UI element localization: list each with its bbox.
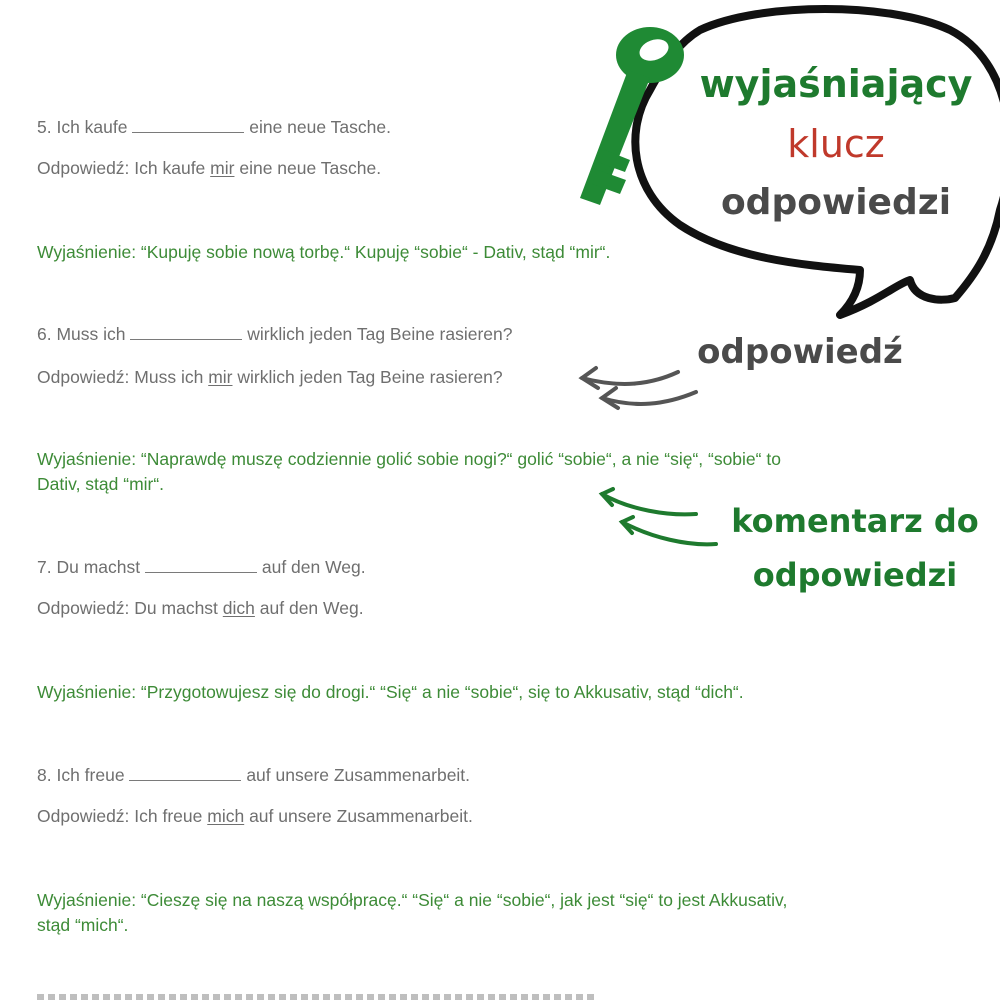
answer-word: mich: [207, 806, 245, 826]
explanation-5: Wyjaśnienie: “Kupuję sobie nową torbę.“ Kupuję “sobie“ - Dativ, stąd “mir“.: [37, 242, 611, 262]
answer-text: wirklich jeden Tag Beine rasieren?: [237, 367, 503, 387]
answer-label: Odpowiedź: Ich freue: [37, 806, 203, 826]
callout-comment-line1: komentarz do: [731, 502, 979, 540]
explanation-8-line2: stąd “mich“.: [37, 915, 129, 935]
answer-label: Odpowiedź: Muss ich: [37, 367, 204, 387]
curved-arrow-icon: [602, 489, 716, 544]
question-text: 7. Du machst: [37, 557, 141, 577]
answer-text: auf den Weg.: [259, 598, 364, 618]
answer-text: eine neue Tasche.: [239, 158, 382, 178]
question-text: 5. Ich kaufe: [37, 117, 128, 137]
explanation-8-line1: Wyjaśnienie: “Cieszę się na naszą współpracę.“ “Się“ a nie “sobie“, jak jest “się“ to jest Akkusativ,: [37, 890, 788, 910]
question-text: eine neue Tasche.: [249, 117, 391, 137]
explanation-6-line2: Dativ, stąd “mir“.: [37, 474, 165, 494]
callout-answer: odpowiedź: [697, 332, 903, 372]
question-text: wirklich jeden Tag Beine rasieren?: [247, 324, 513, 344]
answer-word: dich: [222, 598, 255, 618]
callout-comment-line2: odpowiedzi: [752, 556, 958, 594]
answer-text: auf unsere Zusammenarbeit.: [249, 806, 473, 826]
answer-label: Odpowiedź: Du machst: [37, 598, 218, 618]
curved-arrow-icon: [582, 368, 696, 408]
answer-word: mir: [210, 158, 235, 178]
bubble-title-line1: wyjaśniający: [699, 62, 973, 106]
answer-label: Odpowiedź: Ich kaufe: [37, 158, 206, 178]
bubble-title-line3: odpowiedzi: [720, 182, 952, 223]
explanation-7: Wyjaśnienie: “Przygotowujesz się do drogi.“ “Się“ a nie “sobie“, się to Akkusativ, stąd “dich“.: [37, 682, 744, 702]
explanation-6-line1: Wyjaśnienie: “Naprawdę muszę codziennie golić sobie nogi?“ golić “sobie“, a nie “się“, “sobie“ to: [37, 449, 781, 469]
bubble-title-line2: klucz: [787, 122, 885, 166]
answer-word: mir: [208, 367, 233, 387]
question-text: 8. Ich freue: [37, 765, 125, 785]
question-text: auf den Weg.: [261, 557, 366, 577]
question-text: auf unsere Zusammenarbeit.: [246, 765, 471, 785]
question-text: 6. Muss ich: [37, 324, 126, 344]
